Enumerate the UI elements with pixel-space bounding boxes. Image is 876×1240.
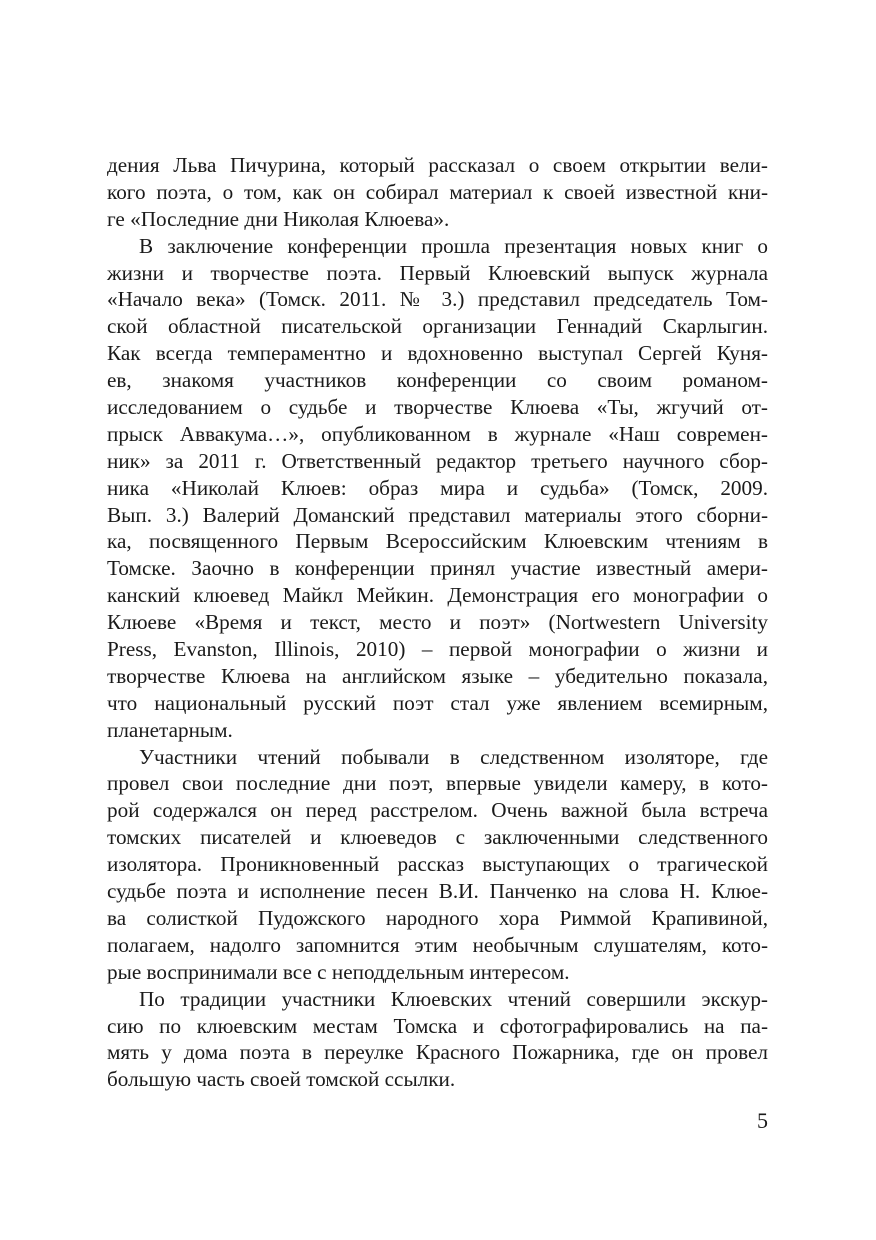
text-line: ге «Последние дни Николая Клюева». xyxy=(107,206,450,231)
text-line: рой содержался он перед расстрелом. Очень важной была встреча xyxy=(107,798,768,823)
text-line: кого поэта, о том, как он собирал материал к своей известной кни- xyxy=(107,179,768,204)
text-line: «Начало века» (Томск. 2011. № 3.) представил председатель Том- xyxy=(107,287,768,312)
text-line: В заключение конференции прошла презентация новых книг о xyxy=(139,233,768,258)
paragraph xyxy=(107,986,768,1094)
paragraph xyxy=(107,744,768,986)
text-line: полагаем, надолго запомнится этим необычным слушателям, кото- xyxy=(107,932,768,957)
text-line: провел свои последние дни поэт, впервые увидели камеру, в кото- xyxy=(107,771,768,796)
text-line: Клюеве «Время и текст, место и поэт» (Nortwestern University xyxy=(107,610,768,635)
text-line: прыск Аввакума…», опубликованном в журнале «Наш современ- xyxy=(107,421,768,446)
text-line: что национальный русский поэт стал уже явлением всемирным, xyxy=(107,690,768,715)
text-line: сию по клюевским местам Томска и сфотографировались на па- xyxy=(107,1013,768,1038)
text-line: По традиции участники Клюевских чтений совершили экскур- xyxy=(139,986,768,1011)
text-line: мять у дома поэта в переулке Красного Пожарника, где он провел xyxy=(107,1040,768,1065)
text-line: большую часть своей томской ссылки. xyxy=(107,1067,456,1092)
text-line: творчестве Клюева на английском языке – убедительно показала, xyxy=(107,663,768,688)
text-line: Как всегда темпераментно и вдохновенно выступал Сергей Куня- xyxy=(107,341,768,366)
text-line: исследованием о судьбе и творчестве Клюева «Ты, жгучий от- xyxy=(107,395,768,420)
text-line: ник» за 2011 г. Ответственный редактор третьего научного сбор- xyxy=(107,448,768,473)
text-line: Томске. Заочно в конференции принял участие известный амери- xyxy=(107,556,768,581)
page-number: 5 xyxy=(757,1108,768,1133)
text-line: Press, Evanston, Illinois, 2010) – первой монографии о жизни и xyxy=(107,637,768,662)
text-line: планетарным. xyxy=(107,717,233,742)
page-body xyxy=(107,152,768,1093)
text-line: ев, знакомя участников конференции со своим романом- xyxy=(107,368,768,393)
text-line: жизни и творчестве поэта. Первый Клюевский выпуск журнала xyxy=(107,260,768,285)
text-line: канский клюевед Майкл Мейкин. Демонстрация его монографии о xyxy=(107,583,768,608)
paragraph xyxy=(107,152,768,233)
text-line: ской областной писательской организации Геннадий Скарлыгин. xyxy=(107,314,768,339)
text-line: ника «Николай Клюев: образ мира и судьба» (Томск, 2009. xyxy=(107,475,768,500)
text-line: судьбе поэта и исполнение песен В.И. Панченко на слова Н. Клюе- xyxy=(107,879,768,904)
text-line: Участники чтений побывали в следственном изоляторе, где xyxy=(139,744,768,769)
paragraph xyxy=(107,233,768,744)
text-line: ка, посвященного Первым Всероссийским Клюевским чтениям в xyxy=(107,529,768,554)
text-line: ва солисткой Пудожского народного хора Риммой Крапивиной, xyxy=(107,905,768,930)
text-line: дения Льва Пичурина, который рассказал о своем открытии вели- xyxy=(107,153,768,177)
text-line: изолятора. Проникновенный рассказ выступающих о трагической xyxy=(107,852,768,877)
text-line: томских писателей и клюеведов с заключенными следственного xyxy=(107,825,768,850)
text-line: рые воспринимали все с неподдельным интересом. xyxy=(107,959,570,984)
text-line: Вып. 3.) Валерий Доманский представил материалы этого сборни- xyxy=(107,502,768,527)
